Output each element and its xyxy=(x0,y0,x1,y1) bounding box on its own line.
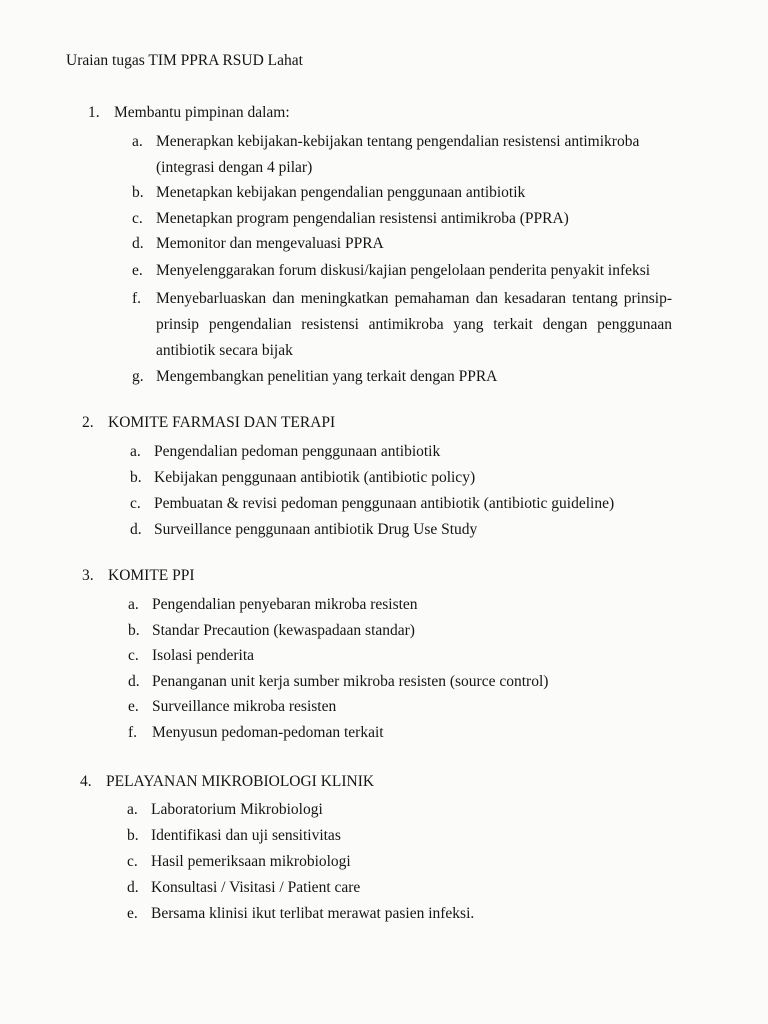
list-item xyxy=(128,643,688,669)
section-heading xyxy=(82,567,195,585)
item-text: Pembuatan & revisi pedoman penggunaan antibiotik (antibiotic guideline) xyxy=(154,495,615,512)
section-heading xyxy=(82,414,335,432)
section-heading xyxy=(88,104,290,122)
item-marker: b. xyxy=(132,184,144,201)
item-marker: c. xyxy=(127,853,138,870)
list-item xyxy=(132,286,672,364)
list-item xyxy=(127,901,687,927)
item-marker: f. xyxy=(128,724,138,741)
item-text: Pengendalian pedoman penggunaan antibiotik xyxy=(154,443,441,460)
section-title: KOMITE FARMASI DAN TERAPI xyxy=(108,414,336,431)
section-heading xyxy=(80,773,374,791)
list-item xyxy=(128,592,688,618)
item-text: Memonitor dan mengevaluasi PPRA xyxy=(156,235,384,252)
item-marker: e. xyxy=(127,905,138,922)
item-marker: e. xyxy=(128,698,139,715)
item-text: Identifikasi dan uji sensitivitas xyxy=(151,827,341,844)
document-title: Uraian tugas TIM PPRA RSUD Lahat xyxy=(66,52,303,69)
list-item xyxy=(132,364,672,390)
item-marker: d. xyxy=(127,879,139,896)
item-text: Konsultasi / Visitasi / Patient care xyxy=(151,879,361,896)
item-text: Menyusun pedoman-pedoman terkait xyxy=(152,724,384,741)
list-item xyxy=(132,129,672,181)
list-item xyxy=(132,231,672,257)
item-text: Isolasi penderita xyxy=(152,647,255,664)
list-item xyxy=(127,849,687,875)
section-number: 3. xyxy=(82,567,94,584)
item-marker: d. xyxy=(130,521,142,538)
item-marker: e. xyxy=(132,262,143,279)
item-marker: d. xyxy=(132,235,144,252)
list-item xyxy=(132,180,672,206)
item-text: Menyelenggarakan forum diskusi/kajian pengelolaan penderita penyakit infeksi xyxy=(156,262,651,279)
list-item xyxy=(130,517,690,543)
item-text: Laboratorium Mikrobiologi xyxy=(151,801,323,818)
item-marker: c. xyxy=(130,495,141,512)
item-marker: a. xyxy=(130,443,141,460)
item-marker: b. xyxy=(128,622,140,639)
section-number: 4. xyxy=(80,773,92,790)
item-text: Standar Precaution (kewaspadaan standar) xyxy=(152,622,415,639)
section-title: KOMITE PPI xyxy=(108,567,195,584)
list-item xyxy=(127,823,687,849)
item-marker: a. xyxy=(128,596,139,613)
item-marker: c. xyxy=(132,210,143,227)
item-marker: c. xyxy=(128,647,139,664)
list-item xyxy=(128,694,688,720)
section-number: 2. xyxy=(82,414,94,431)
item-text: Menetapkan kebijakan pengendalian penggunaan antibiotik xyxy=(156,184,526,201)
item-marker: a. xyxy=(127,801,138,818)
item-text: Surveillance mikroba resisten xyxy=(152,698,337,715)
item-text: Menetapkan program pengendalian resistensi antimikroba (PPRA) xyxy=(156,210,569,227)
item-marker: g. xyxy=(132,368,144,385)
item-marker: b. xyxy=(130,469,142,486)
section-title: PELAYANAN MIKROBIOLOGI KLINIK xyxy=(106,773,375,790)
list-item xyxy=(127,875,687,901)
item-marker: a. xyxy=(132,133,143,150)
list-item xyxy=(128,669,688,695)
list-item xyxy=(128,618,688,644)
item-text: Mengembangkan penelitian yang terkait dengan PPRA xyxy=(156,368,498,385)
section-number: 1. xyxy=(88,104,100,121)
list-item xyxy=(127,797,687,823)
list-item xyxy=(130,491,690,517)
list-item xyxy=(128,720,688,746)
item-text: Menerapkan kebijakan-kebijakan tentang pengendalian resistensi antimikroba (integrasi dengan 4 pilar) xyxy=(156,133,640,176)
item-text: Surveillance penggunaan antibiotik Drug Use Study xyxy=(154,521,478,538)
item-marker: b. xyxy=(127,827,139,844)
item-marker: f. xyxy=(132,290,142,307)
list-item xyxy=(130,465,690,491)
list-item xyxy=(132,258,692,284)
item-text: Bersama klinisi ikut terlibat merawat pasien infeksi. xyxy=(151,905,475,922)
list-item xyxy=(132,206,672,232)
item-text: Hasil pemeriksaan mikrobiologi xyxy=(151,853,351,870)
item-text: Kebijakan penggunaan antibiotik (antibiotic policy) xyxy=(154,469,476,486)
item-marker: d. xyxy=(128,673,140,690)
item-text: Pengendalian penyebaran mikroba resisten xyxy=(152,596,418,613)
list-item xyxy=(130,439,690,465)
section-title: Membantu pimpinan dalam: xyxy=(114,104,290,121)
item-text: Menyebarluaskan dan meningkatkan pemahaman dan kesadaran tentang prinsip-prinsip pengendalian resistensi antimikroba yang terkait dengan penggunaan antibiotik secara bijak xyxy=(156,290,672,359)
item-text: Penanganan unit kerja sumber mikroba resisten (source control) xyxy=(152,673,549,690)
